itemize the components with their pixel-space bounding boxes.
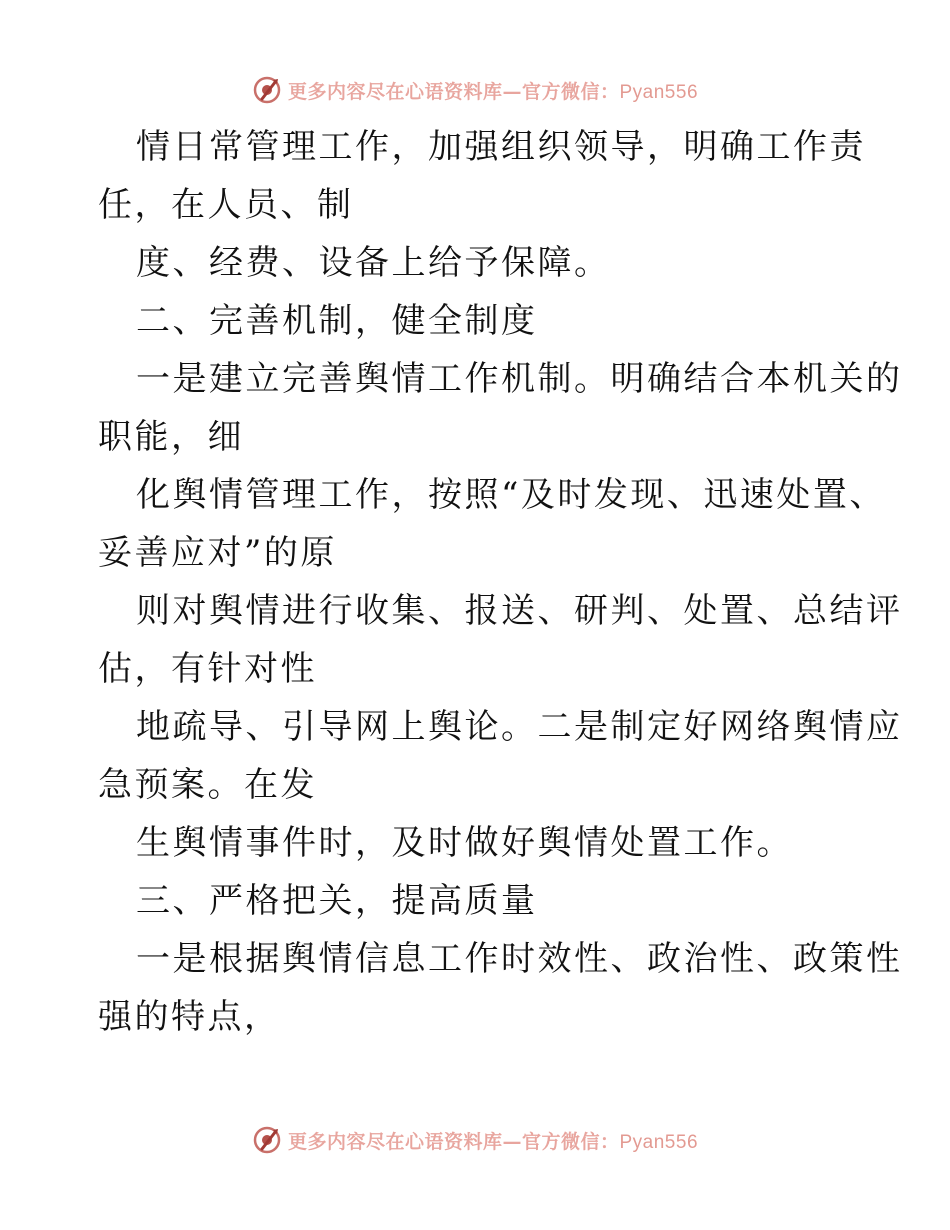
text-line: 强的特点， (98, 997, 281, 1037)
text-line: 职能，细 (98, 417, 244, 457)
text-line: 妥善应对”的原 (98, 533, 337, 573)
document-body (98, 118, 903, 1046)
watermark-text: 更多内容尽在心语资料库—官方微信：Pyan556 (287, 80, 699, 103)
text-line: 度、经费、设备上给予保障。 (136, 243, 611, 283)
text-line: 估，有针对性 (98, 649, 317, 689)
text-line: 则对舆情进行收集、报送、研判、处置、总结评 (136, 591, 903, 631)
text-line: 一是建立完善舆情工作机制。明确结合本机关的 (136, 359, 903, 399)
pen-logo-icon (252, 1125, 282, 1155)
text-line: 生舆情事件时，及时做好舆情处置工作。 (136, 823, 793, 863)
watermark-text: 更多内容尽在心语资料库—官方微信：Pyan556 (287, 1130, 699, 1153)
text-line: 化舆情管理工作，按照“及时发现、迅速处置、 (136, 475, 886, 515)
pen-logo-icon (252, 75, 282, 105)
text-line: 情日常管理工作，加强组织领导，明确工作责 (136, 127, 866, 167)
footer-watermark (0, 1120, 950, 1160)
text-line: 急预案。在发 (98, 765, 317, 805)
text-line: 地疏导、引导网上舆论。二是制定好网络舆情应 (136, 707, 903, 747)
text-line: 二、完善机制，健全制度 (136, 301, 538, 341)
text-line: 三、严格把关，提高质量 (136, 881, 538, 921)
text-line: 一是根据舆情信息工作时效性、政治性、政策性 (136, 939, 903, 979)
header-watermark (0, 70, 950, 110)
text-line: 任，在人员、制 (98, 185, 354, 225)
